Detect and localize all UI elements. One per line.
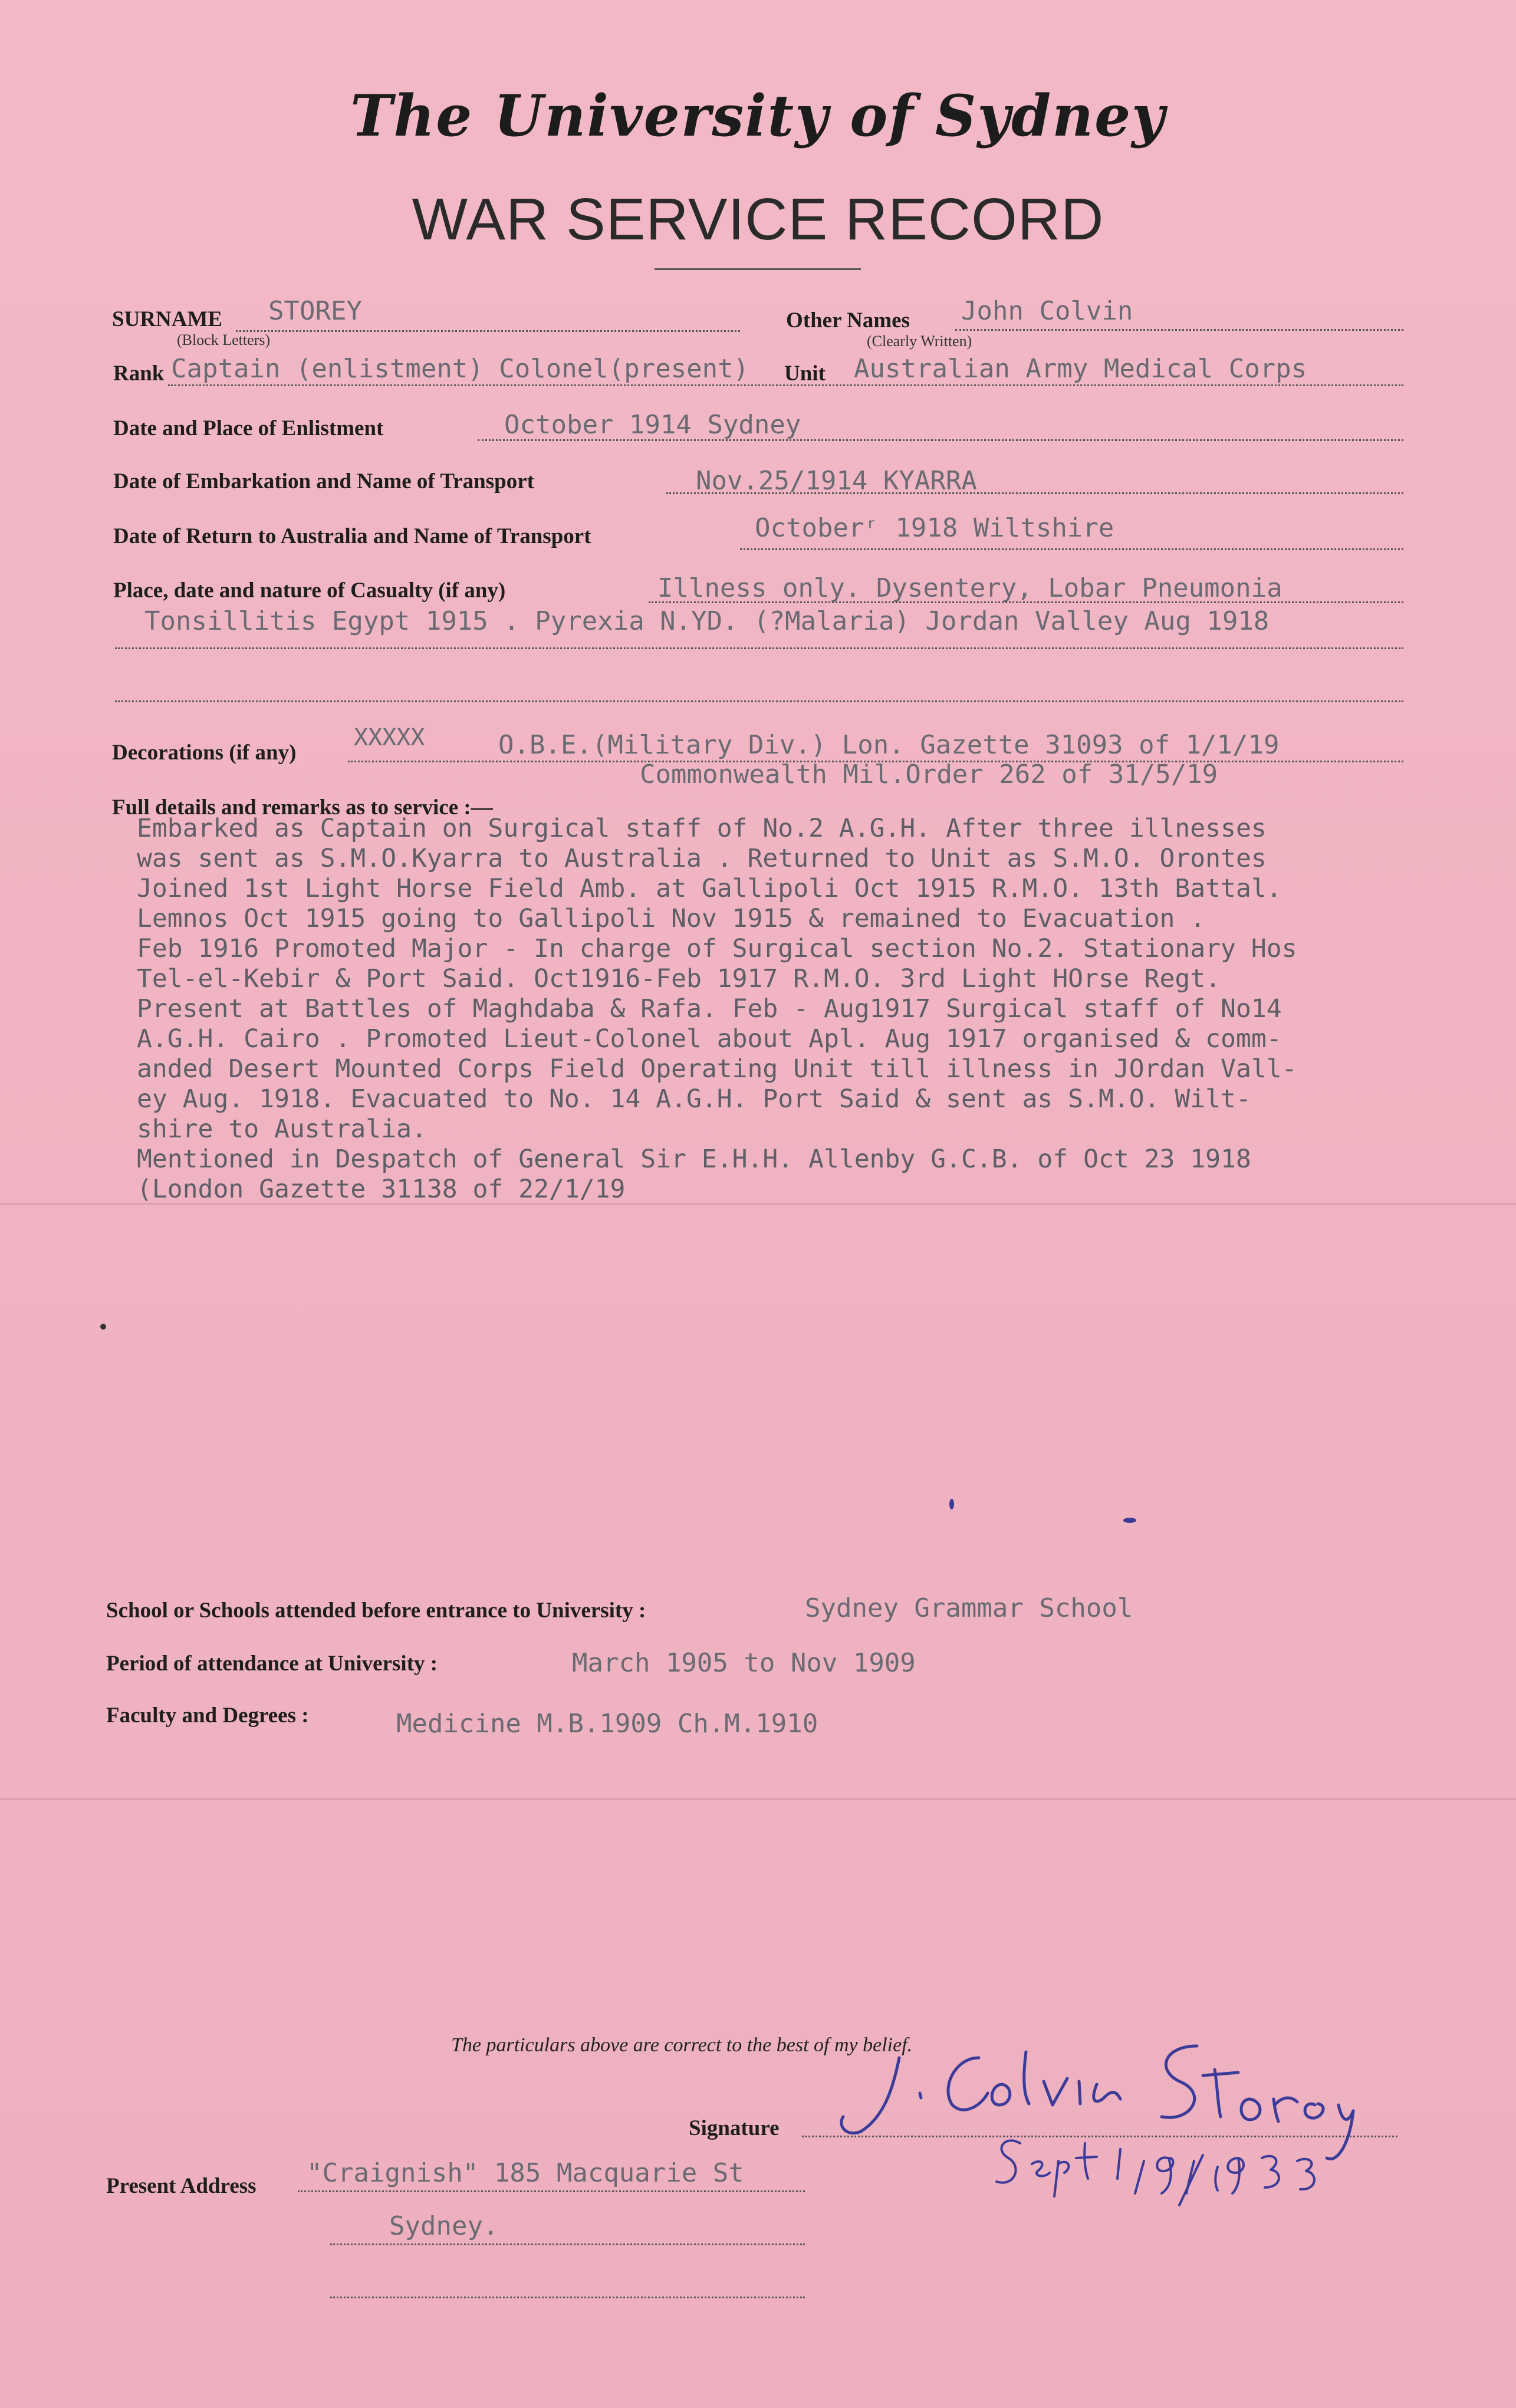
details-line: Lemnos Oct 1915 going to Gallipoli Nov 1915 & remained to Evacuation . [137,904,1206,933]
embarkation-value: Nov.25/1914 KYARRA [696,466,977,496]
return-line [740,548,1403,550]
handwritten-signature [826,2016,1392,2211]
other-names-line [955,329,1403,331]
address-dots-1 [298,2190,805,2192]
rank-value: Captain (enlistment) Colonel(present) [171,354,749,384]
university-heading: The University of Sydney [350,83,1166,149]
other-names-sublabel: (Clearly Written) [867,333,972,350]
title-underline [655,268,861,270]
casualty-line-1: Illness only. Dysentery, Lobar Pneumonia [657,573,1282,603]
details-line: (London Gazette 31138 of 22/1/19 [137,1175,626,1204]
details-line: Mentioned in Despatch of General Sir E.H.H. Allenby G.C.B. of Oct 23 1918 [137,1144,1251,1174]
faculty-label: Faculty and Degrees : [106,1703,309,1728]
embarkation-label: Date of Embarkation and Name of Transport [113,469,534,494]
details-line: Embarked as Captain on Surgical staff of No.2 A.G.H. After three illnesses [137,814,1267,843]
surname-line [236,330,740,332]
rank-label: Rank [113,361,165,386]
unit-value: Australian Army Medical Corps [854,354,1307,384]
ink-spot [100,1324,106,1330]
paper-fold [0,1798,1516,1800]
details-line: A.G.H. Cairo . Promoted Lieut-Colonel about Apl. Aug 1917 organised & comm- [137,1024,1282,1054]
address-line-1: "Craignish" 185 Macquarie St [307,2158,744,2188]
signature-label: Signature [689,2116,780,2140]
details-text [137,814,1297,1205]
details-line: Feb 1916 Promoted Major - In charge of Surgical section No.2. Stationary Hos [137,934,1297,963]
details-line: Tel-el-Kebir & Port Said. Oct1916-Feb 1917 R.M.O. 3rd Light HOrse Regt. [137,964,1221,994]
surname-label: SURNAME [112,307,223,331]
surname-sublabel: (Block Letters) [177,331,271,348]
rank-unit-line [168,384,1403,386]
surname-value: STOREY [268,296,362,326]
period-label: Period of attendance at University : [106,1652,438,1676]
enlistment-value: October 1914 Sydney [504,410,801,440]
details-line: Present at Battles of Maghdaba & Rafa. Feb - Aug1917 Surgical staff of No14 [137,994,1282,1024]
decorations-line-1: O.B.E.(Military Div.) Lon. Gazette 31093 of 1/1/19 [498,730,1280,760]
details-line: anded Desert Mounted Corps Field Operating Unit till illness in JOrdan Vall- [137,1054,1297,1084]
decorations-struck: XXXXX [354,724,425,751]
period-value: March 1905 to Nov 1909 [572,1648,916,1678]
casualty-dots-1 [649,601,1403,603]
page-title: WAR SERVICE RECORD [412,186,1104,252]
decorations-line [348,761,1403,762]
decorations-line-2: Commonwealth Mil.Order 262 of 31/5/19 [640,759,1218,789]
details-line: was sent as S.M.O.Kyarra to Australia . Returned to Unit as S.M.O. Orontes [137,844,1267,873]
enlistment-label: Date and Place of Enlistment [113,416,384,440]
school-label: School or Schools attended before entrance to University : [106,1598,646,1623]
unit-label: Unit [784,361,826,386]
signature-image [826,2016,1392,2211]
ink-spot [949,1499,954,1509]
details-line: ey Aug. 1918. Evacuated to No. 14 A.G.H. Port Said & sent as S.M.O. Wilt- [137,1084,1251,1114]
address-label: Present Address [106,2174,256,2198]
address-line-2: Sydney. [389,2211,499,2241]
casualty-dots-2 [115,647,1403,649]
other-names-label: Other Names [786,308,910,333]
casualty-label: Place, date and nature of Casualty (if any) [113,578,506,603]
casualty-line-2: Tonsillitis Egypt 1915 . Pyrexia N.YD. (?Malaria) Jordan Valley Aug 1918 [144,606,1270,636]
declaration-text: The particulars above are correct to the best of my belief. [451,2034,913,2056]
faculty-value: Medicine M.B.1909 Ch.M.1910 [396,1709,818,1739]
enlistment-line [478,439,1403,441]
casualty-dots-3 [115,700,1403,702]
return-value: Octoberʳ 1918 Wiltshire [755,513,1114,543]
details-line: Joined 1st Light Horse Field Amb. at Gallipoli Oct 1915 R.M.O. 13th Battal. [137,874,1282,903]
ink-spot [1123,1518,1136,1523]
address-dots-2 [330,2243,805,2245]
decorations-label: Decorations (if any) [112,741,297,765]
details-label: Full details and remarks as to service :— [112,795,493,820]
school-value: Sydney Grammar School [805,1593,1133,1623]
return-label: Date of Return to Australia and Name of Transport [113,524,591,548]
embarkation-line [666,492,1403,494]
other-names-value: John Colvin [961,296,1133,326]
address-dots-3 [330,2297,805,2298]
details-line: shire to Australia. [137,1114,427,1144]
